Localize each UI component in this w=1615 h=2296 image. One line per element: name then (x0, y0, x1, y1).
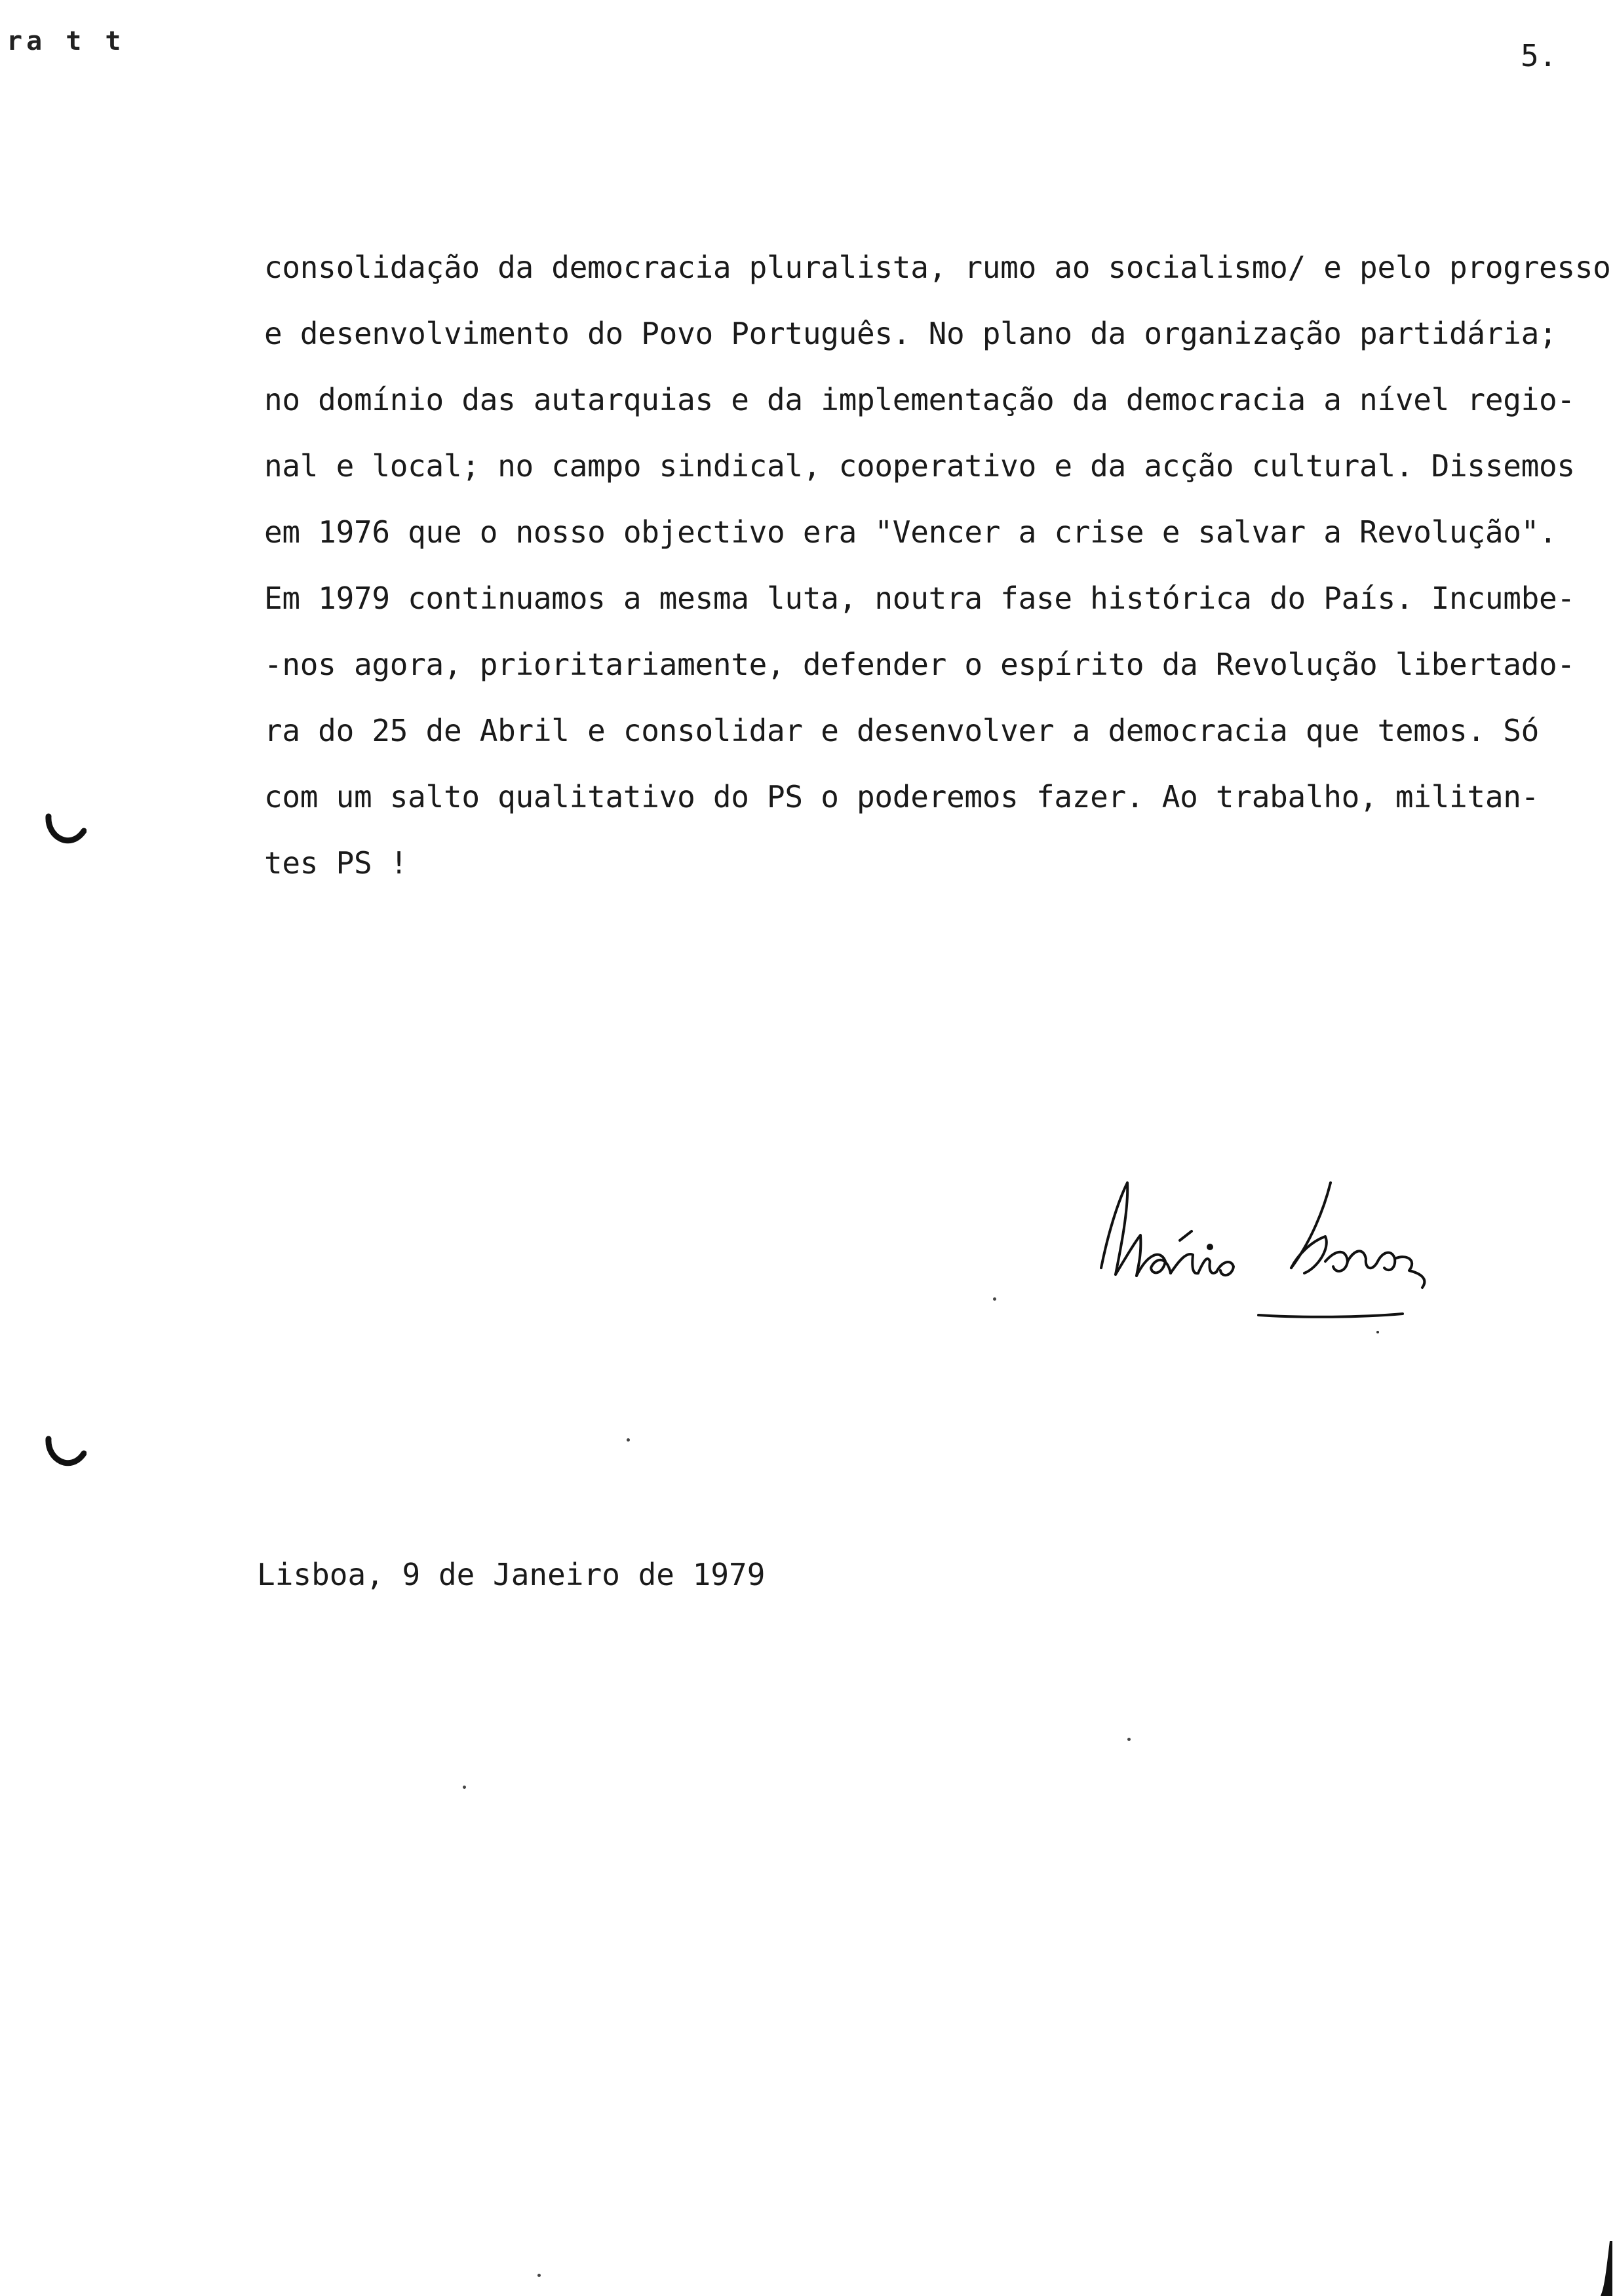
text-line: em 1976 que o nosso objectivo era "Vencer a crise e salvar a Revolução". (264, 514, 1557, 550)
edge-mark-icon (1586, 2241, 1612, 2296)
punch-hole-icon (45, 1434, 87, 1476)
text-line: -nos agora, prioritariamente, defender o espírito da Revolução libertado- (264, 647, 1575, 682)
text-line: nal e local; no campo sindical, cooperativo e da acção cultural. Dissemos (264, 448, 1575, 484)
signature (1081, 1163, 1449, 1333)
text-line: Em 1979 continuamos a mesma luta, noutra fase histórica do País. Incumbe- (264, 581, 1575, 616)
body-paragraph (264, 250, 1611, 916)
text-line: tes PS ! (264, 845, 408, 881)
corner-mark: ra t t (7, 26, 125, 56)
place-date: Lisboa, 9 de Janeiro de 1979 (257, 1557, 766, 1592)
text-line: e desenvolvimento do Povo Português. No plano da organização partidária; (264, 316, 1557, 351)
punch-hole-icon (45, 811, 87, 853)
scan-speck (993, 1297, 996, 1301)
page-number: 5. (1521, 38, 1557, 73)
scan-speck (463, 1786, 466, 1789)
signature-icon (1081, 1163, 1449, 1333)
text-line: consolidação da democracia pluralista, rumo ao socialismo/ e pelo progresso (264, 250, 1611, 285)
text-line: com um salto qualitativo do PS o poderemos fazer. Ao trabalho, militan- (264, 779, 1539, 814)
scan-speck (627, 1438, 630, 1442)
scan-speck (1127, 1738, 1131, 1741)
text-line: ra do 25 de Abril e consolidar e desenvolver a democracia que temos. Só (264, 713, 1539, 748)
scan-speck (537, 2274, 541, 2277)
text-line: no domínio das autarquias e da implementação da democracia a nível regio- (264, 382, 1575, 417)
